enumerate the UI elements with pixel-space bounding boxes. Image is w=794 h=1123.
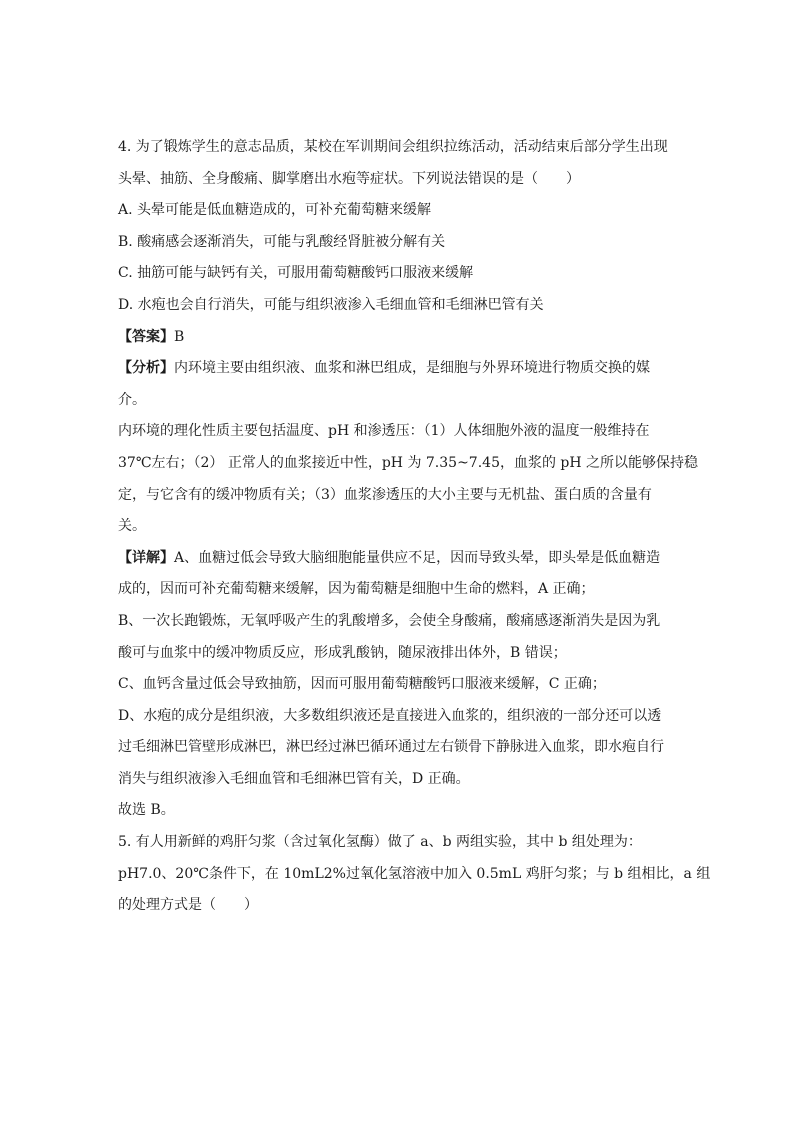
detail-line-7: 过毛细淋巴管壁形成淋巴，淋巴经过淋巴循环通过左右锁骨下静脉进入血浆，即水疱自行 bbox=[118, 739, 664, 756]
detail-line-2: 成的，因而可补充葡萄糖来缓解，因为葡萄糖是细胞中生命的燃料，A 正确； bbox=[118, 581, 595, 598]
answer-label: 【答案】 bbox=[118, 328, 174, 345]
detail-line-1 bbox=[118, 543, 678, 575]
analysis-line-4: 37℃左右；（2） 正常人的血浆接近中性，pH 为 7.35~7.45，血浆的 pH 之所以能够保持稳 bbox=[118, 454, 699, 471]
question-5-stem-line-3: 的处理方式是（ ） bbox=[118, 897, 258, 914]
detail-text: A、血糖过低会导致大脑细胞能量供应不足，因而导致头晕，即头晕是低血糖造 bbox=[174, 549, 661, 566]
analysis-line-1 bbox=[118, 353, 678, 385]
question-4-stem-line-1: 4. 为了锻炼学生的意志品质，某校在军训期间会组织拉练活动，活动结束后部分学生出现 bbox=[118, 139, 668, 155]
option-c: C. 抽筋可能与缺钙有关，可服用葡萄糖酸钙口服液来缓解 bbox=[118, 265, 474, 282]
detail-block bbox=[118, 543, 678, 827]
option-b: B. 酸痛感会逐渐消失，可能与乳酸经肾脏被分解有关 bbox=[118, 233, 446, 250]
analysis-line-2: 介。 bbox=[118, 391, 146, 408]
answer-value: B bbox=[174, 328, 185, 345]
question-4-options bbox=[118, 195, 678, 321]
detail-line-9: 故选 B。 bbox=[118, 802, 175, 819]
question-5-stem-line-1: 5. 有人用新鲜的鸡肝匀浆（含过氧化氢酶）做了 a、b 两组实验，其中 b 组处理为： bbox=[118, 834, 642, 851]
analysis-line-6: 关。 bbox=[118, 518, 146, 535]
document-page bbox=[118, 132, 711, 922]
detail-line-6: D、水疱的成分是组织液，大多数组织液还是直接进入血浆的，组织液的一部分还可以透 bbox=[118, 707, 662, 724]
question-4-stem-line-2: 头晕、抽筋、全身酸痛、脚掌磨出水疱等症状。下列说法错误的是（ ） bbox=[118, 170, 580, 187]
analysis-line-3: 内环境的理化性质主要包括温度、pH 和渗透压：（1）人体细胞外液的温度一般维持在 bbox=[118, 423, 650, 440]
option-a: A. 头晕可能是低血糖造成的，可补充葡萄糖来缓解 bbox=[118, 202, 432, 219]
detail-line-3: B、一次长跑锻炼，无氧呼吸产生的乳酸增多，会使全身酸痛，酸痛感逐渐消失是因为乳 bbox=[118, 612, 661, 629]
question-5-stem-line-2: pH7.0、20℃条件下，在 10mL2%过氧化氢溶液中加入 0.5mL 鸡肝匀浆；与 b 组相比，a 组 bbox=[118, 865, 711, 882]
analysis-line-5: 定，与它含有的缓冲物质有关；（3）血浆渗透压的大小主要与无机盐、蛋白质的含量有 bbox=[118, 486, 652, 503]
detail-label: 【详解】 bbox=[118, 549, 174, 566]
option-d: D. 水疱也会自行消失，可能与组织液渗入毛细血管和毛细淋巴管有关 bbox=[118, 296, 544, 313]
answer-row bbox=[118, 322, 678, 354]
analysis-text: 内环境主要由组织液、血浆和淋巴组成，是细胞与外界环境进行物质交换的媒 bbox=[174, 360, 650, 377]
detail-line-5: C、血钙含量过低会导致抽筋，因而可服用葡萄糖酸钙口服液来缓解，C 正确； bbox=[118, 676, 606, 693]
question-5 bbox=[118, 827, 711, 922]
detail-line-8: 消失与组织液渗入毛细血管和毛细淋巴管有关，D 正确。 bbox=[118, 770, 470, 787]
detail-line-4: 酸可与血浆中的缓冲物质反应，形成乳酸钠，随尿液排出体外，B 错误； bbox=[118, 644, 567, 661]
question-4 bbox=[118, 132, 699, 827]
analysis-block bbox=[118, 353, 699, 543]
analysis-label: 【分析】 bbox=[118, 360, 174, 377]
